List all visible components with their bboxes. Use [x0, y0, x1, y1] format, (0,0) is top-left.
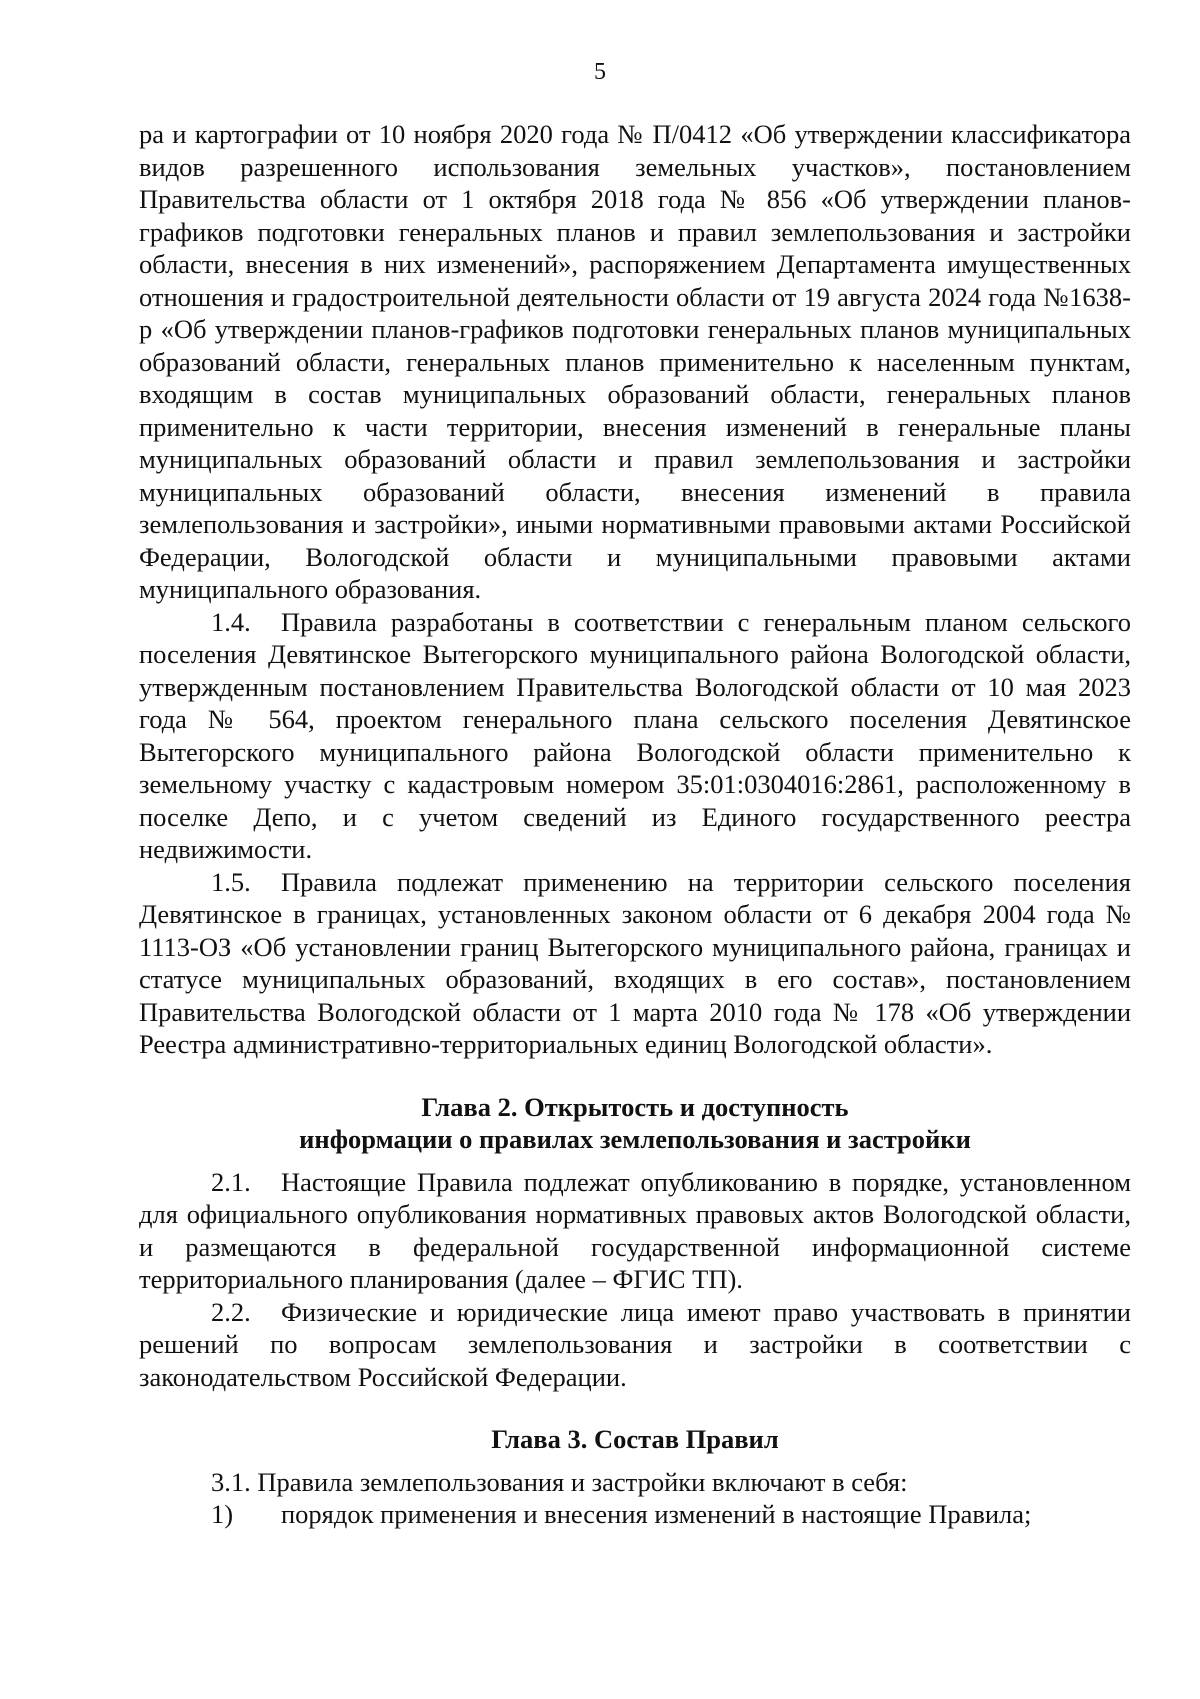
paragraph-number: 2.1. — [211, 1166, 251, 1197]
page-number: 5 — [594, 59, 606, 85]
chapter-2-title-line1: Глава 2. Открытость и доступность — [421, 1091, 849, 1122]
paragraph-intro: ра и картографии от 10 ноября 2020 года № П/0412 «Об утверждении классификатора видов разрешенного использования земельных участков», постановлением Правительства области от 1 октября 2018 года № 856 «Об утверждении планов-графиков подготовки генеральных планов и правил землепользования и застройки области, внесения в них изменений», распоряжением Департамента имущественных отношения и градостроительной деятельности области от 19 августа 2024 года №1638-р «Об утверждении планов-графиков подготовки генеральных планов муниципальных образований области, генеральных планов применительно к населенным пунктам, входящим в состав муниципальных образований области, генеральных планов применительно к части территории, внесения изменений в генеральные планы муниципальных образований области и правил землепользования и застройки муниципальных образований области, внесения изменений в правила землепользования и застройки», иными нормативными правовыми актами Российской Федерации, Вологодской области и муниципальными правовыми актами муниципального образования. — [139, 119, 1131, 604]
paragraph-number: 2.2. — [211, 1296, 251, 1327]
paragraph-1-5 — [139, 866, 1131, 1061]
chapter-3-title: Глава 3. Состав Правил — [491, 1424, 779, 1454]
chapter-3-heading — [139, 1423, 1131, 1456]
paragraph-2-2 — [139, 1296, 1131, 1394]
chapter-2-title-line2: информации о правилах землепользования и застройки — [299, 1124, 971, 1154]
paragraph-text: Настоящие Правила подлежат опубликованию в порядке, установленном для официального опубликования нормативных правовых актов Вологодской области, и размещаются в федеральной государственной информационной системе территориального планирования (далее – ФГИС ТП). — [139, 1166, 1131, 1294]
paragraph-2-1 — [139, 1166, 1131, 1296]
paragraph-number: 1.4. — [211, 606, 251, 637]
list-item-1 — [139, 1498, 1131, 1531]
paragraph-number: 1.5. — [211, 866, 251, 897]
paragraph-1-4 — [139, 606, 1131, 866]
document-body — [139, 118, 1131, 1531]
paragraph-text: Правила подлежат применению на территории сельского поселения Девятинское в границах, установленных законом области от 6 декабря 2004 года № 1113-ОЗ «Об установлении границ Вытегорского муниципального района, границах и статусе муниципальных образований, входящих в его состав», постановлением Правительства Вологодской области от 1 марта 2010 года № 178 «Об утверждении Реестра административно-территориальных единиц Вологодской области». — [139, 866, 1131, 1059]
list-item-text: порядок применения и внесения изменений в настоящие Правила; — [281, 1499, 1032, 1529]
paragraph-text: Правила разработаны в соответствии с генеральным планом сельского поселения Девятинское Вытегорского муниципального района Вологодской области, утвержденным постановлением Правительства Вологодской области от 10 мая 2023 года № 564, проектом генерального плана сельского поселения Девятинское Вытегорского муниципального района Вологодской области применительно к земельному участку с кадастровым номером 35:01:0304016:2861, расположенному в поселке Депо, и с учетом сведений из Единого государственного реестра недвижимости. — [139, 606, 1131, 864]
list-item-number: 1) — [211, 1499, 234, 1529]
paragraph-text: Физические и юридические лица имеют право участвовать в принятии решений по вопросам землепользования и застройки в соответствии с законодательством Российской Федерации. — [139, 1296, 1131, 1392]
chapter-2-heading — [139, 1091, 1131, 1156]
paragraph-3-1: 3.1. Правила землепользования и застройки включают в себя: — [211, 1466, 908, 1497]
